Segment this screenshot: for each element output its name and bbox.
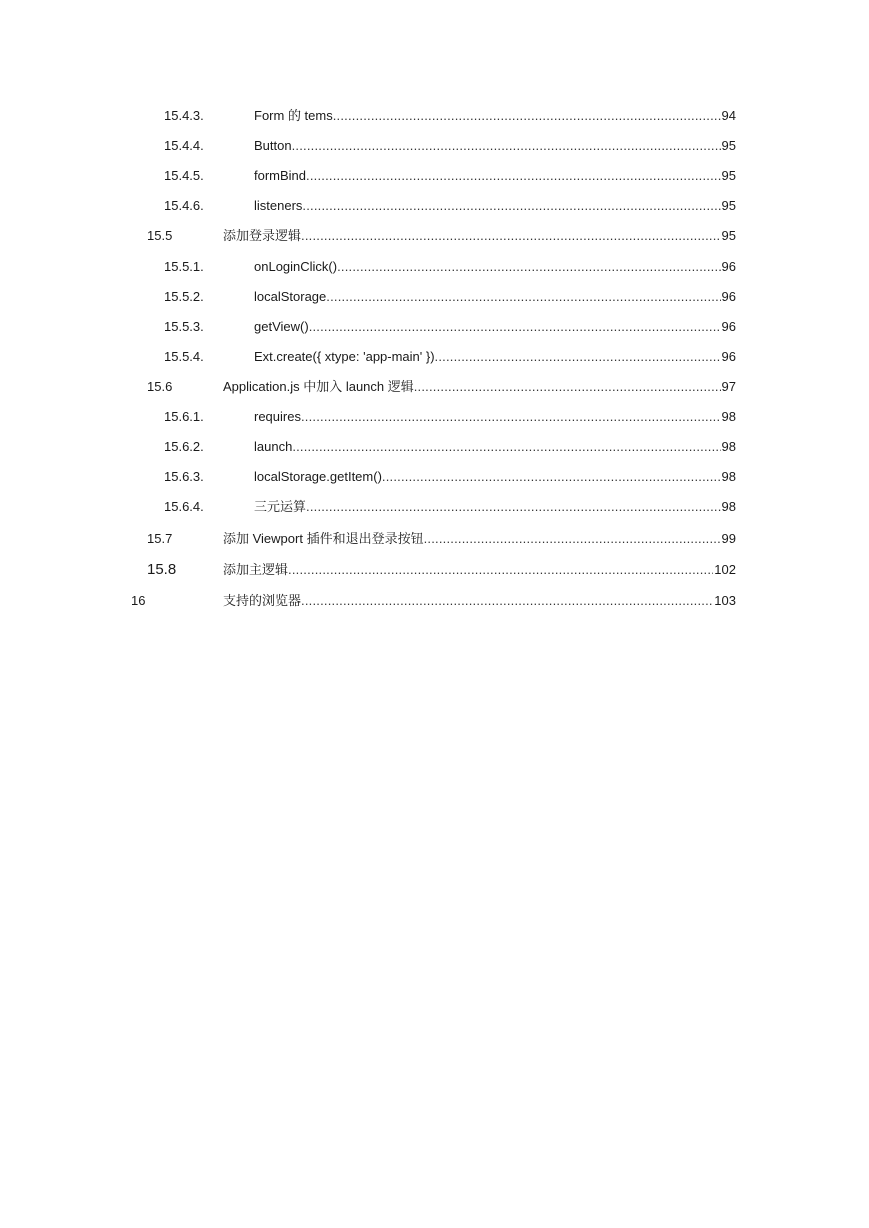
toc-entry-title: Application.js 中加入 launch 逻辑	[223, 379, 414, 394]
toc-entry-page: 98	[721, 409, 736, 424]
toc-entry-page: 103	[714, 593, 736, 608]
toc-entry-title: Ext.create({ xtype: 'app-main' })	[254, 349, 435, 364]
toc-entry-number: 15.7	[147, 531, 173, 546]
dot-leader	[424, 528, 721, 550]
toc-entry-link[interactable]	[254, 466, 736, 488]
toc-entry-number: 15.4.3.	[164, 108, 204, 123]
toc-entry-page: 97	[721, 379, 736, 394]
dot-leader	[301, 590, 713, 612]
toc-entry-title: 支持的浏览器	[223, 593, 302, 608]
toc-entry-title: requires	[254, 409, 301, 424]
toc-entry-page: 96	[721, 289, 736, 304]
dot-leader	[414, 376, 721, 398]
toc-entry-link[interactable]	[254, 406, 736, 428]
toc-entry-number: 15.4.5.	[164, 168, 204, 183]
toc-entry-15-6-2[interactable]	[0, 436, 869, 458]
toc-entry-number: 15.6.4.	[164, 499, 204, 514]
toc-entry-number: 15.5.4.	[164, 349, 204, 364]
toc-entry-link[interactable]	[223, 376, 736, 398]
toc-entry-15-5-4[interactable]	[0, 346, 869, 368]
toc-entry-15-5-1[interactable]	[0, 256, 869, 278]
toc-entry-15-4-5[interactable]	[0, 165, 869, 187]
toc-entry-page: 98	[721, 469, 736, 484]
toc-entry-title: 三元运算	[254, 499, 307, 514]
toc-entry-page: 96	[721, 349, 736, 364]
toc-entry-link[interactable]	[254, 195, 736, 217]
toc-entry-15-8[interactable]	[0, 559, 869, 581]
dot-leader	[292, 135, 721, 157]
toc-entry-page: 99	[721, 531, 736, 546]
dot-leader	[382, 466, 721, 488]
toc-entry-15-5-3[interactable]	[0, 316, 869, 338]
toc-entry-page: 96	[721, 259, 736, 274]
toc-entry-number: 15.6.3.	[164, 469, 204, 484]
toc-entry-title: 添加 Viewport 插件和退出登录按钮	[223, 531, 424, 546]
toc-entry-link[interactable]	[223, 225, 736, 247]
toc-entry-15-4-6[interactable]	[0, 195, 869, 217]
toc-entry-title: Button	[254, 138, 292, 153]
toc-entry-15-4-3[interactable]	[0, 105, 869, 127]
toc-entry-link[interactable]	[254, 436, 736, 458]
toc-entry-link[interactable]	[223, 528, 736, 550]
toc-entry-number: 15.6.1.	[164, 409, 204, 424]
toc-entry-number: 15.4.4.	[164, 138, 204, 153]
toc-entry-link[interactable]	[254, 496, 736, 518]
toc-entry-title: 添加登录逻辑	[223, 228, 302, 243]
toc-entry-link[interactable]	[254, 286, 736, 308]
toc-entry-number: 16	[131, 593, 146, 608]
toc-entry-page: 98	[721, 439, 736, 454]
dot-leader	[306, 165, 721, 187]
toc-entry-title: Form 的 tems	[254, 108, 333, 123]
toc-entry-15-4-4[interactable]	[0, 135, 869, 157]
toc-entry-number: 15.6	[147, 379, 173, 394]
toc-entry-link[interactable]	[223, 559, 736, 581]
dot-leader	[301, 406, 721, 428]
dot-leader	[292, 436, 720, 458]
dot-leader	[288, 559, 713, 581]
toc-entry-number: 15.5	[147, 228, 173, 243]
toc-entry-number: 15.5.3.	[164, 319, 204, 334]
toc-entry-page: 95	[721, 228, 736, 243]
toc-entry-number: 15.4.6.	[164, 198, 204, 213]
toc-entry-title: listeners	[254, 198, 303, 213]
toc-entry-link[interactable]	[254, 105, 736, 127]
toc-entry-number: 15.8	[147, 561, 177, 578]
toc-entry-page: 98	[721, 499, 736, 514]
toc-entry-title: localStorage	[254, 289, 327, 304]
toc-entry-link[interactable]	[254, 346, 736, 368]
toc-entry-link[interactable]	[254, 256, 736, 278]
dot-leader	[301, 225, 721, 247]
toc-entry-page: 102	[714, 562, 736, 577]
toc-entry-number: 15.6.2.	[164, 439, 204, 454]
toc-entry-page: 95	[721, 168, 736, 183]
toc-entry-page: 96	[721, 319, 736, 334]
dot-leader	[326, 286, 720, 308]
toc-entry-title: onLoginClick()	[254, 259, 338, 274]
dot-leader	[306, 496, 721, 518]
dot-leader	[337, 256, 720, 278]
toc-entry-16[interactable]	[0, 590, 869, 612]
toc-entry-title: formBind	[254, 168, 307, 183]
toc-entry-page: 95	[721, 138, 736, 153]
toc-entry-15-6-3[interactable]	[0, 466, 869, 488]
toc-entry-title: 添加主逻辑	[223, 562, 289, 577]
toc-entry-title: getView()	[254, 319, 309, 334]
toc-entry-link[interactable]	[254, 135, 736, 157]
toc-entry-link[interactable]	[223, 590, 736, 612]
dot-leader	[309, 316, 721, 338]
toc-entry-title: launch	[254, 439, 293, 454]
dot-leader	[302, 195, 720, 217]
toc-entry-page: 94	[721, 108, 736, 123]
toc-entry-number: 15.5.2.	[164, 289, 204, 304]
toc-entry-number: 15.5.1.	[164, 259, 204, 274]
dot-leader	[333, 105, 721, 127]
toc-entry-15-6-4[interactable]	[0, 496, 869, 518]
dot-leader	[435, 346, 721, 368]
toc-entry-15-5[interactable]	[0, 225, 869, 247]
toc-entry-link[interactable]	[254, 316, 736, 338]
toc-entry-page: 95	[721, 198, 736, 213]
toc-entry-15-6[interactable]	[0, 376, 869, 398]
toc-entry-title: localStorage.getItem()	[254, 469, 382, 484]
toc-entry-15-6-1[interactable]	[0, 406, 869, 428]
toc-entry-link[interactable]	[254, 165, 736, 187]
toc-entry-15-7[interactable]	[0, 528, 869, 550]
toc-entry-15-5-2[interactable]	[0, 286, 869, 308]
